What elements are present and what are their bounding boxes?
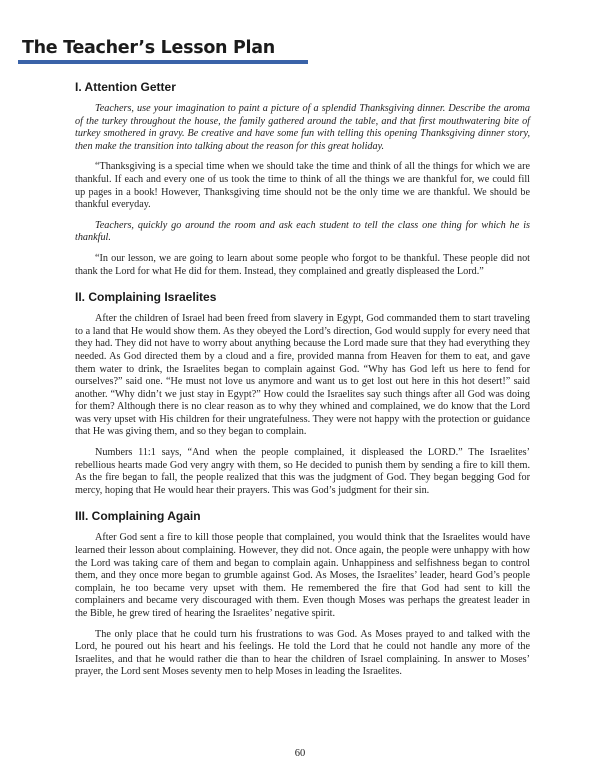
- page-title: The Teacher’s Lesson Plan: [22, 38, 275, 58]
- section-heading-attention-getter: I. Attention Getter: [75, 80, 176, 94]
- teacher-instruction: Teachers, quickly go around the room and ask each student to tell the class one thing for which he is thankful.: [75, 219, 530, 244]
- section-heading-complaining-israelites: II. Complaining Israelites: [75, 290, 217, 305]
- page-number: 60: [294, 748, 306, 759]
- paragraph: “Thanksgiving is a special time when we should take the time and think of all the things for which we are thankful. If each and every one of us took the time to think of all the things we are thankful for, we could fill up pages in a book! However, Thanksgiving time should not be the only time we are thankful. We should be thankful everyday.: [75, 161, 530, 211]
- teacher-instruction: Teachers, use your imagination to paint a picture of a splendid Thanksgiving dinner. Describe the aroma of the turkey throughout the house, the family gathered around the table, and that first mouthwatering bite of turkey smothered in gravy. Be creative and have some fun with telling this opening Thanksgiving dinner story, then make the transition into talking about the reason for this great holiday.: [75, 103, 530, 152]
- paragraph: After the children of Israel had been freed from slavery in Egypt, God commanded them to start traveling to a land that He would show them. As they obeyed the Lord’s direction, God would supply for every need that they had. They did not have to worry about anything because the Lord made sure that they had everything they needed. As God directed them by a cloud and a fire, provided manna from Heaven for them to eat, and gave them water to drink, the Israelites began to complain against God. “Why has God left us here to fend for ourselves?” said one. “He must not love us anymore and want us to get lost out here in this hot desert!” said another. “Why didn’t we just stay in Egypt?” How could the Israelites say such things after all God was doing for them? Although there is no clear reason as to why they whined and complained, we do know that the Lord was very upset with His children for their ungratefulness. They were not happy with the protection or guidance that He was giving them, and so they began to complain.: [75, 313, 530, 438]
- section-heading-complaining-again: III. Complaining Again: [75, 509, 201, 524]
- paragraph: After God sent a fire to kill those people that complained, you would think that the Israelites would have learned their lesson about complaining. However, they did not. Once again, the people were unhappy with how the Lord was taking care of them and began to complain again. Unhappiness and selfishness began to control them, and they once more began to grumble against God. As Moses, the Israelites’ leader, heard God’s people complain, he too became very upset with them. He remembered the fire that God had sent to kill the complainers and became very discouraged with them. Even though Moses was perhaps the greatest leader in the Bible, he grew tired of hearing the Israelites’ negative spirit.: [75, 532, 530, 619]
- paragraph: “In our lesson, we are going to learn about some people who forgot to be thankful. These people did not thank the Lord for what He did for them. Instead, they complained and greatly displeased the Lord.”: [75, 252, 530, 277]
- title-rule: [18, 60, 308, 64]
- lesson-content: [75, 80, 530, 687]
- paragraph: Numbers 11:1 says, “And when the people complained, it displeased the LORD.” The Israelites’ rebellious hearts made God very angry with them, so He decided to punish them by sending a fire to kill them. As the fire began to fall, the people realized that this was the judgment of God. They began begging God for mercy, hoping that He would hear their prayers. This was God’s judgment for their sin.: [75, 447, 530, 496]
- paragraph: The only place that he could turn his frustrations to was God. As Moses prayed to and talked with the Lord, he poured out his heart and his feelings. He told the Lord that he could not handle any more of the Israelites, and that he would rather die than to hear the children of Israel complaining. In answer to Moses’ prayer, the Lord sent Moses seventy men to help Moses in leading the Israelites.: [75, 628, 530, 678]
